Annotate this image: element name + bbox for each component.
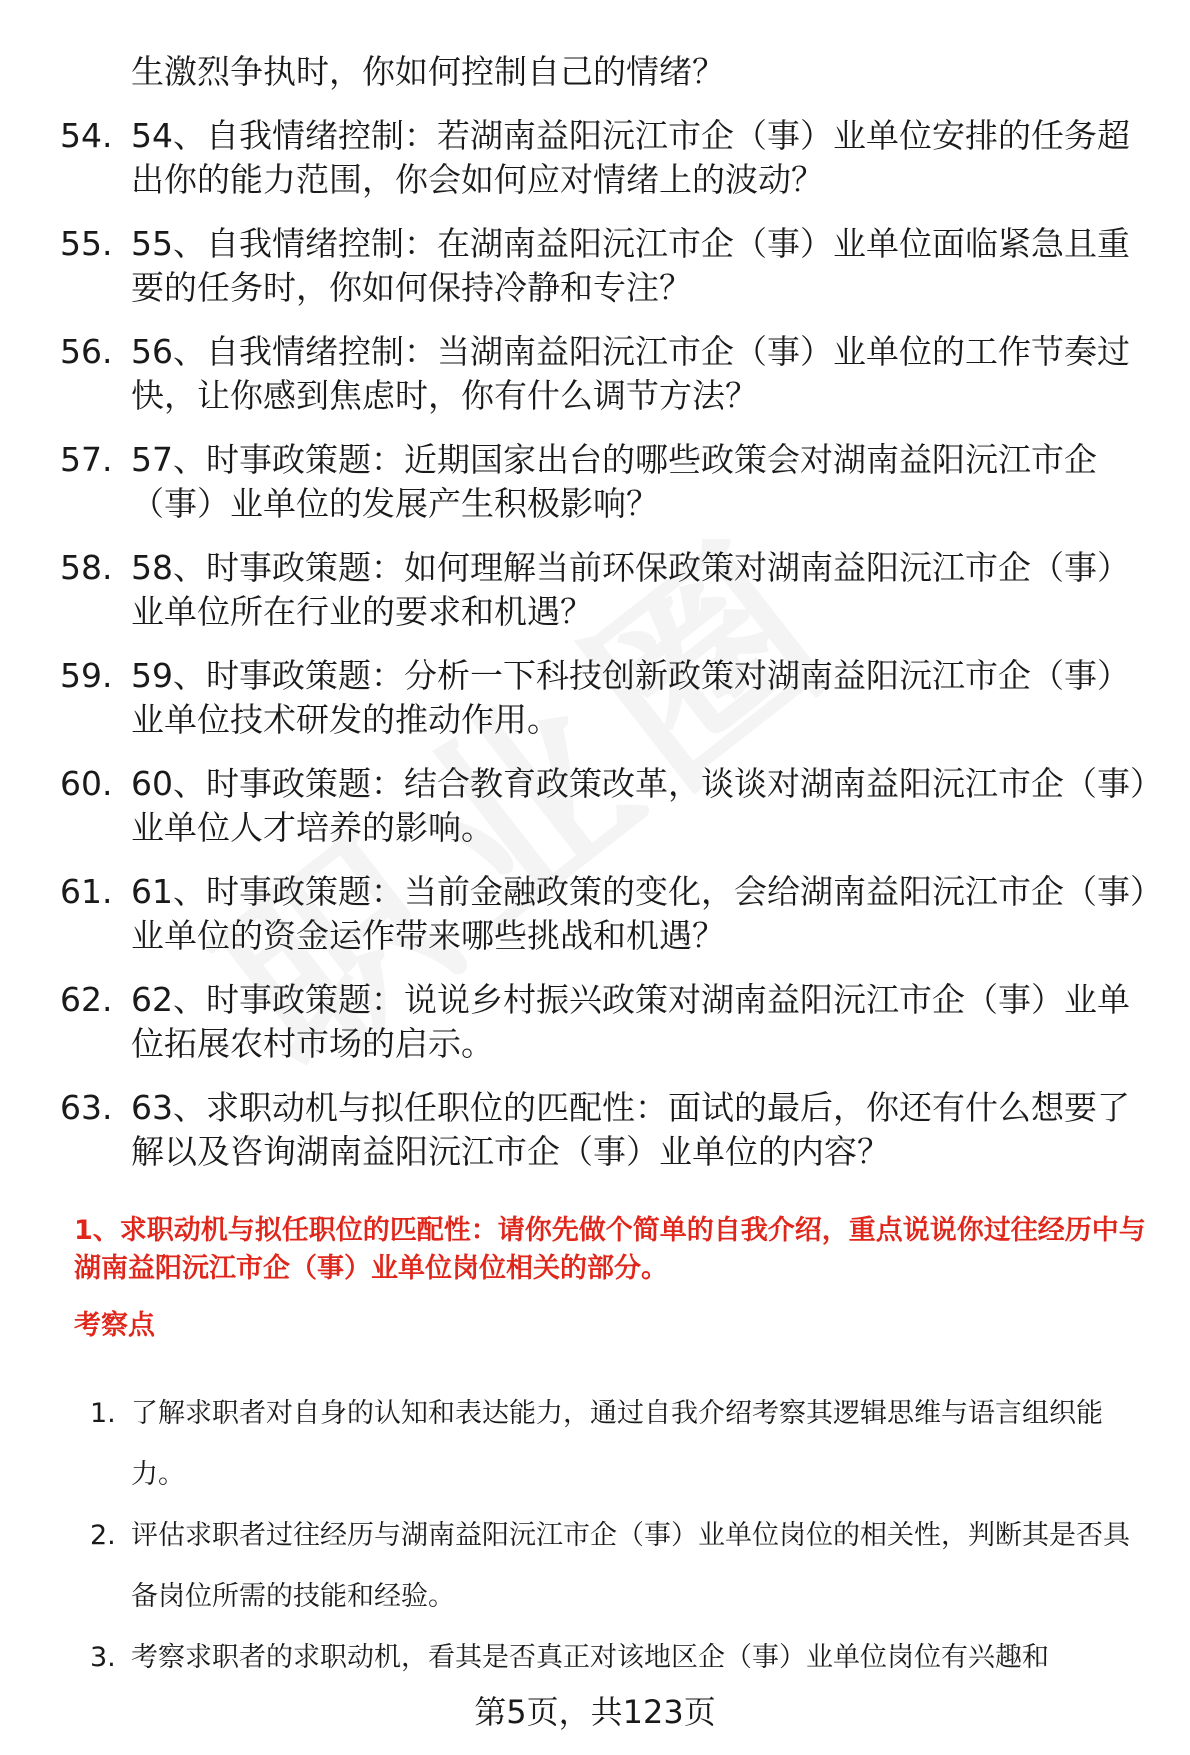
question-text: 61、时事政策题：当前金融政策的变化，会给湖南益阳沅江市企（事）业单位的资金运作带来哪些挑战和机遇？ [131, 872, 1147, 955]
question-number: 61. [60, 872, 113, 911]
question-number: 57. [60, 440, 113, 479]
point-text: 了解求职者对自身的认知和表达能力，通过自我介绍考察其逻辑思维与语言组织能力。 [131, 1398, 1103, 1490]
question-text: 54、自我情绪控制：若湖南益阳沅江市企（事）业单位安排的任务超出你的能力范围，你会如何应对情绪上的波动？ [131, 116, 1130, 199]
question-item [0, 222, 1190, 310]
question-number: 59. [60, 656, 113, 695]
point-number: 1. [90, 1398, 116, 1429]
point-text: 评估求职者过往经历与湖南益阳沅江市企（事）业单位岗位的相关性，判断其是否具备岗位所需的技能和经验。 [131, 1520, 1130, 1612]
question-text: 55、自我情绪控制：在湖南益阳沅江市企（事）业单位面临紧急且重要的任务时，你如何保持冷静和专注？ [131, 224, 1130, 307]
question-item [0, 762, 1190, 850]
question-number: 63. [60, 1088, 113, 1127]
question-text: 56、自我情绪控制：当湖南益阳沅江市企（事）业单位的工作节奏过快，让你感到焦虑时，你有什么调节方法？ [131, 332, 1130, 415]
question-item [0, 978, 1190, 1066]
point-number: 2. [90, 1520, 116, 1551]
question-number: 58. [60, 548, 113, 587]
question-number: 62. [60, 980, 113, 1019]
kaochadian-label: 考察点 [74, 1310, 155, 1341]
question-text: 62、时事政策题：说说乡村振兴政策对湖南益阳沅江市企（事）业单位拓展农村市场的启示。 [131, 980, 1130, 1063]
question-number: 56. [60, 332, 113, 371]
question-list [0, 114, 1190, 1194]
point-number: 3. [90, 1642, 116, 1673]
question-number: 60. [60, 764, 113, 803]
assessment-point [0, 1505, 1190, 1627]
question-text: 57、时事政策题：近期国家出台的哪些政策会对湖南益阳沅江市企（事）业单位的发展产生积极影响？ [131, 440, 1097, 523]
continued-question-text: 生激烈争执时，你如何控制自己的情绪？ [131, 52, 725, 91]
question-item [0, 870, 1190, 958]
question-item [0, 330, 1190, 418]
question-text: 63、求职动机与拟任职位的匹配性：面试的最后，你还有什么想要了解以及咨询湖南益阳沅江市企（事）业单位的内容？ [131, 1088, 1130, 1171]
question-item [0, 654, 1190, 742]
question-item [0, 546, 1190, 634]
question-number: 55. [60, 224, 113, 263]
question-text: 60、时事政策题：结合教育政策改革，谈谈对湖南益阳沅江市企（事）业单位人才培养的影响。 [131, 764, 1147, 847]
assessment-point [0, 1627, 1190, 1688]
page-number-footer: 第5页，共123页 [474, 1693, 716, 1731]
assessment-point [0, 1383, 1190, 1505]
question-number: 54. [60, 116, 113, 155]
assessment-points-list [0, 1383, 1190, 1688]
question-item [0, 438, 1190, 526]
point-text: 考察求职者的求职动机，看其是否真正对该地区企（事）业单位岗位有兴趣和 [131, 1642, 1049, 1673]
question-item [0, 1086, 1190, 1174]
section-heading: 1、求职动机与拟任职位的匹配性：请你先做个简单的自我介绍，重点说说你过往经历中与湖南益阳沅江市企（事）业单位岗位相关的部分。 [74, 1215, 1146, 1284]
question-item [0, 114, 1190, 202]
question-text: 59、时事政策题：分析一下科技创新政策对湖南益阳沅江市企（事）业单位技术研发的推动作用。 [131, 656, 1130, 739]
question-text: 58、时事政策题：如何理解当前环保政策对湖南益阳沅江市企（事）业单位所在行业的要求和机遇？ [131, 548, 1130, 631]
